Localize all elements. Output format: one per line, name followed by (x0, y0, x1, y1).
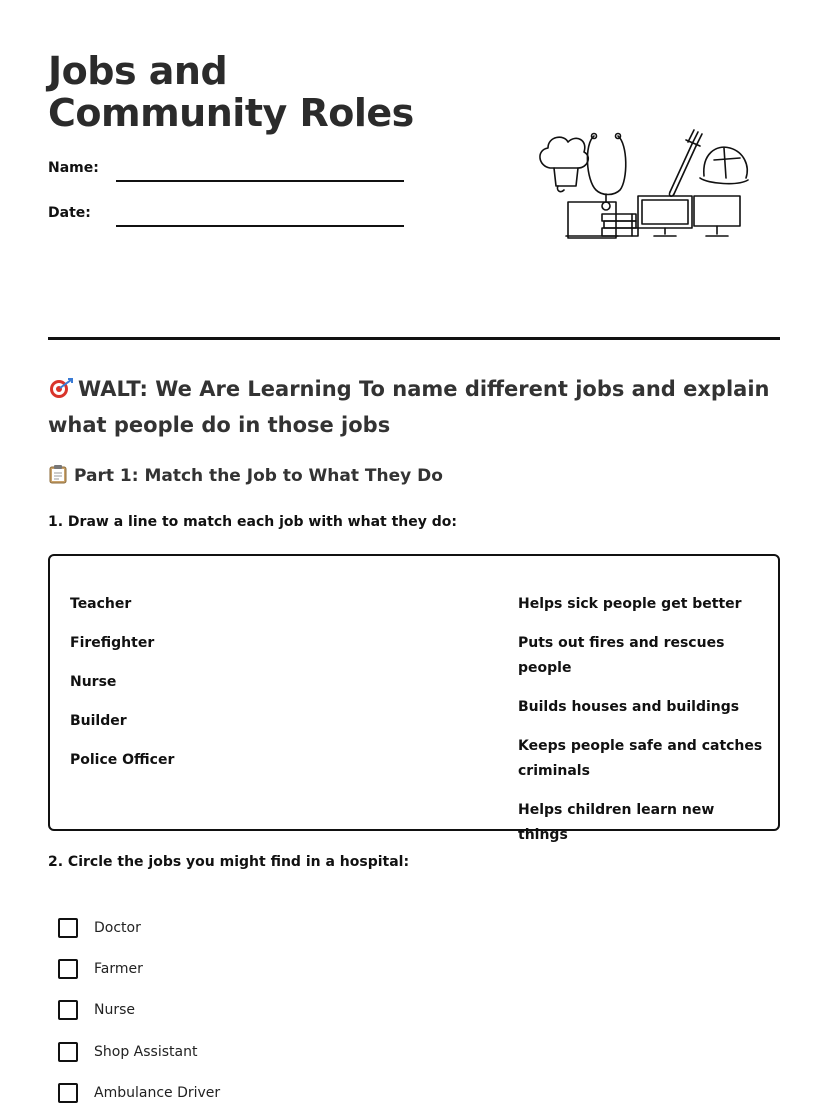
job-item[interactable]: Firefighter (70, 635, 155, 651)
question1-prompt: 1. Draw a line to match each job with what they do: (48, 514, 457, 530)
section-divider (48, 337, 780, 340)
job-item[interactable]: Builder (70, 713, 127, 729)
job-item[interactable]: Teacher (70, 596, 132, 612)
description-item[interactable]: Keeps people safe and catches criminals (518, 738, 763, 779)
date-line[interactable] (116, 225, 404, 227)
option-farmer[interactable] (58, 957, 143, 981)
checkbox[interactable] (58, 1042, 78, 1062)
description-item[interactable]: Puts out fires and rescues people (518, 635, 725, 676)
books-icon (602, 214, 638, 236)
description-item[interactable]: Builds houses and buildings (518, 699, 740, 715)
hard-hat-icon (700, 147, 748, 183)
worksheet-title: Jobs and Community Roles (48, 49, 414, 135)
monitor-icon-2 (694, 196, 740, 236)
walt-text: WALT: We Are Learning To name different jobs and explain what people do in those jobs (48, 377, 770, 437)
option-doctor[interactable] (58, 916, 141, 940)
option-label: Ambulance Driver (94, 1085, 221, 1101)
option-ambulance-driver[interactable] (58, 1081, 220, 1105)
job-item[interactable]: Police Officer (70, 752, 175, 768)
description-item[interactable]: Helps children learn new things (518, 802, 715, 843)
checkbox[interactable] (58, 1000, 78, 1020)
monitor-icon (638, 196, 692, 236)
target-icon (48, 377, 74, 399)
checkbox[interactable] (58, 1083, 78, 1103)
option-nurse[interactable] (58, 998, 135, 1022)
description-item[interactable]: Helps sick people get better (518, 596, 742, 612)
date-label: Date: (48, 205, 91, 221)
stethoscope-icon (587, 134, 625, 211)
option-label: Doctor (94, 920, 141, 936)
jobs-column (70, 592, 174, 787)
name-line[interactable] (116, 180, 404, 182)
option-label: Nurse (94, 1002, 136, 1018)
walt-heading (48, 371, 778, 443)
chef-hat-icon (540, 137, 588, 191)
clipboard-icon (48, 464, 68, 484)
part1-title: Part 1: Match the Job to What They Do (74, 466, 443, 486)
part1-heading (48, 464, 443, 486)
tool-icon (669, 130, 702, 196)
name-label: Name: (48, 160, 99, 176)
matching-box (48, 554, 780, 843)
job-item[interactable]: Nurse (70, 674, 117, 690)
option-shop-assistant[interactable] (58, 1040, 197, 1064)
question2-prompt: 2. Circle the jobs you might find in a hospital: (48, 854, 410, 870)
checkbox[interactable] (58, 959, 78, 979)
option-label: Farmer (94, 961, 143, 977)
checkbox[interactable] (58, 918, 78, 938)
jobs-tools-illustration (532, 124, 754, 244)
option-label: Shop Assistant (94, 1044, 198, 1060)
descriptions-column (518, 592, 768, 862)
